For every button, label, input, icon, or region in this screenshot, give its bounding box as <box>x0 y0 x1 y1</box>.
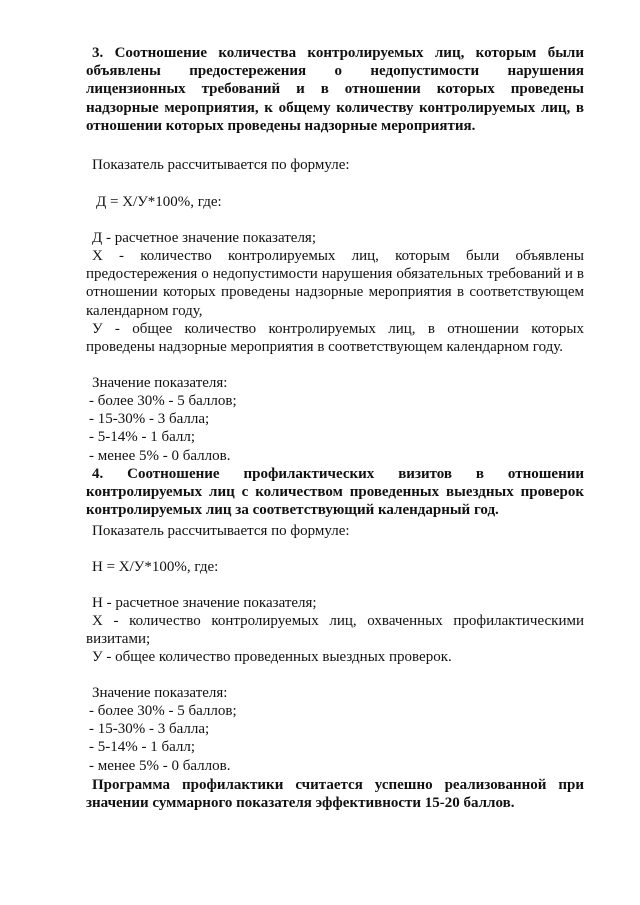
section-3-definition-x: Х - количество контролируемых лиц, которым были объявлены предостережения о недопустимости нарушения обязательных требований и в отношении которых проведены надзорные мероприятия в соответствующем календарном году, <box>86 248 584 319</box>
list-item: - 15-30% - 3 балла; <box>89 411 210 428</box>
list-item: - менее 5% - 0 баллов. <box>89 757 231 774</box>
list-item: - 5-14% - 1 балл; <box>89 429 196 446</box>
section-4-values-list <box>89 702 389 775</box>
conclusion-paragraph: Программа профилактики считается успешно реализованной при значении суммарного показателя эффективности 15-20 баллов. <box>86 777 584 812</box>
section-3-formula: Д = Х/У*100%, где: <box>96 194 222 210</box>
section-4-heading: 4. Соотношение профилактических визитов в отношении контролируемых лиц с количеством проведенных выездных проверок контролируемых лиц за соответствующий календарный год. <box>86 466 584 519</box>
list-item: - более 30% - 5 баллов; <box>89 703 237 719</box>
list-item: - 5-14% - 1 балл; <box>89 739 196 756</box>
section-3-values-title: Значение показателя: <box>92 375 228 391</box>
section-4-formula: Н = Х/У*100%, где: <box>92 559 219 575</box>
list-item: - более 30% - 5 баллов; <box>89 393 237 409</box>
section-4-formula-intro: Показатель рассчитывается по формуле: <box>92 523 350 539</box>
section-4-definition-x: Х - количество контролируемых лиц, охваченных профилактическими визитами; <box>86 613 584 648</box>
section-3-definition-y: У - общее количество контролируемых лиц, в отношении которых проведены надзорные мероприятия в соответствующем календарном году. <box>86 321 584 356</box>
section-4-definition-y: У - общее количество проведенных выездных проверок. <box>92 649 452 665</box>
section-4-definition-h: Н - расчетное значение показателя; <box>92 595 317 611</box>
section-3-values-list <box>89 392 389 465</box>
section-4-values-title: Значение показателя: <box>92 685 228 701</box>
section-3-formula-intro: Показатель рассчитывается по формуле: <box>92 157 350 173</box>
list-item: - менее 5% - 0 баллов. <box>89 447 231 464</box>
section-3-heading: 3. Соотношение количества контролируемых лиц, которым были объявлены предостережения о недопустимости нарушения лицензионных требований и в отношении которых проведены надзорные мероприятия, к общему количеству контролируемых лиц, в отношении которых проведены надзорные мероприятия. <box>86 45 584 134</box>
list-item: - 15-30% - 3 балла; <box>89 721 210 738</box>
section-3-definition-d: Д - расчетное значение показателя; <box>92 230 316 246</box>
